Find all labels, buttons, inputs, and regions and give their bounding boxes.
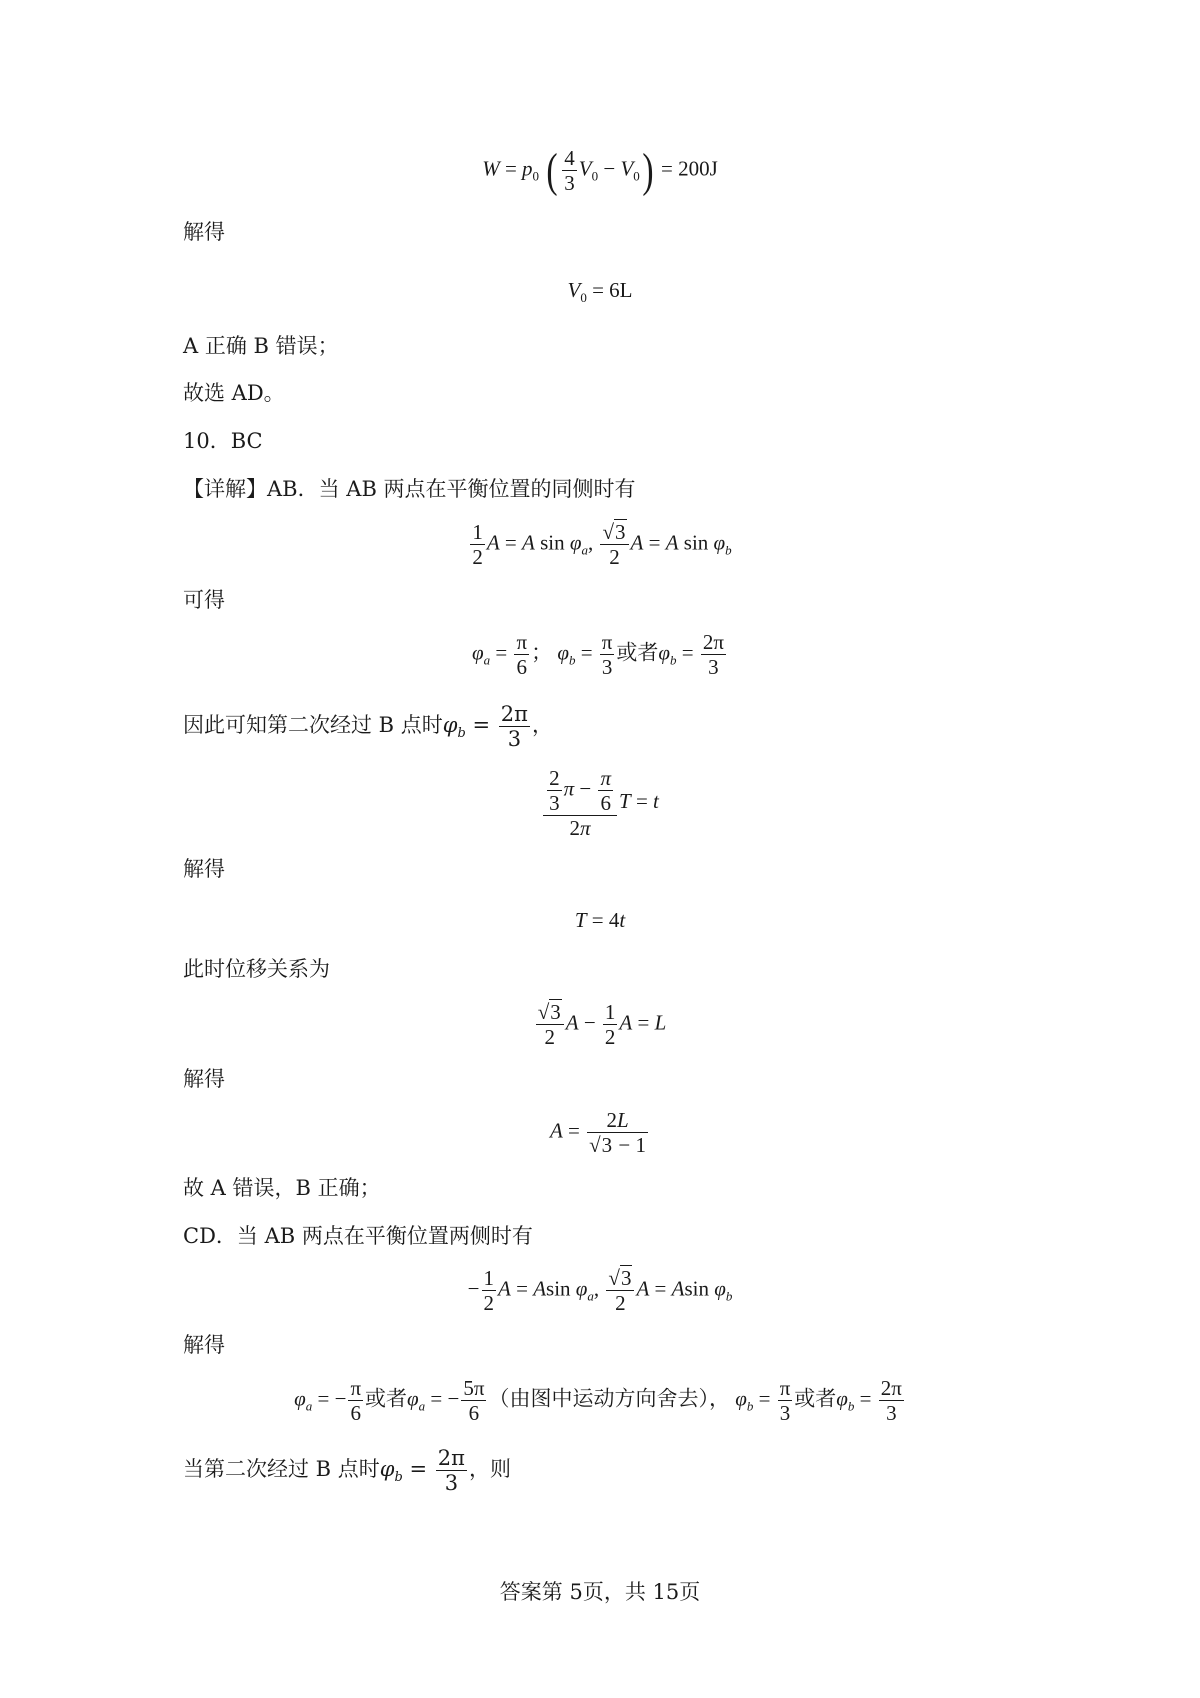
- page-footer: 答案第 5页，共 15页: [499, 1580, 701, 1604]
- equation-work: $W = p_0$ ( $\frac{4}{3}$ $V_0 - V_0) = 200J$: [482, 143, 718, 197]
- text-keyi: 可得: [183, 588, 225, 612]
- word-ze: ，则: [468, 1457, 511, 1481]
- equation-v0: $V_0 = 6L$: [567, 278, 633, 305]
- question-number: 10．: [183, 429, 231, 453]
- text-jiede-2: 解得: [183, 857, 225, 881]
- equation-displacement: $\frac{√3}{2}$ A − $\frac{1}{2}$ A = L: [537, 1000, 667, 1049]
- equation-same-side: $\frac{1}{2}$ A = A $\sin \varphi_a$, $\frac{√3}{2}$ A = A $\sin \varphi_b$: [472, 520, 732, 569]
- inference-text: 因此可知第二次经过 B 点时: [183, 713, 443, 737]
- text-jiede-4: 解得: [183, 1333, 225, 1357]
- equation-opposite-phases: $\varphi_a$ = − $\frac{\pi}{6}$ 或者$\varphi_a$ = − $\frac{5\pi}{6}$ （由图中运动方向舍去）， $\varphi_b$ = $\frac{\pi}{3}$ 或者$\varphi_b$ = $\frac{2\pi}{3}$: [294, 1376, 902, 1425]
- detail-paragraph: [183, 475, 636, 503]
- text-cd: CD．当 AB 两点在平衡位置两侧时有: [183, 1224, 533, 1248]
- text-choose-ad: 故选 AD。: [183, 381, 285, 405]
- second-pass-line: 当第二次经过 B 点时$\varphi_b$ = $\frac{2\pi}{3}$ ，则: [183, 1446, 511, 1495]
- word-huozhe: 或者: [794, 1386, 837, 1411]
- text-a-wrong-b-right: 故 A 错误，B 正确；: [183, 1176, 381, 1200]
- question-10-header: [183, 427, 263, 455]
- question-answer: BC: [230, 429, 263, 453]
- semicolon: ；: [531, 640, 553, 665]
- text-jiede-3: 解得: [183, 1067, 225, 1091]
- comma: ，: [531, 713, 553, 737]
- word-huozhe: 或者: [616, 640, 659, 665]
- text-jiede-1: 解得: [183, 220, 225, 244]
- equation-phase-solutions: $\varphi_a$ = $\frac{\pi}{6}$ ； $\varphi_b$ = $\frac{\pi}{3}$ 或者$\varphi_b$ = $\frac{2\pi}{3}$: [472, 630, 724, 679]
- second-pass-text: 当第二次经过 B 点时: [183, 1457, 380, 1481]
- text-displacement: 此时位移关系为: [183, 957, 330, 981]
- word-huozhe: 或者: [365, 1386, 408, 1411]
- inference-line: 因此可知第二次经过 B 点时$\varphi_b$ = $\frac{2\pi}{3}$ ，: [183, 702, 553, 751]
- equation-T: T = 4t: [574, 908, 626, 932]
- equation-period-time: $\frac{2}{3}$ π − $\frac{\pi}{6}$ 2π T = t: [0, 766, 1200, 840]
- reject-note: （由图中运动方向舍去），: [488, 1386, 730, 1411]
- text-a-right-b-wrong: A 正确 B 错误；: [183, 334, 339, 358]
- equation-amplitude: A = $\frac{2L}{√3 - 1}$: [549, 1108, 647, 1157]
- detail-text: AB．当 AB 两点在平衡位置的同侧时有: [267, 477, 636, 501]
- equation-opposite-side: − $\frac{1}{2}$ A = Asin $\varphi_a$, $\frac{√3}{2}$ A = Asin $\varphi_b$: [467, 1266, 733, 1315]
- detail-label: 【详解】: [183, 477, 267, 501]
